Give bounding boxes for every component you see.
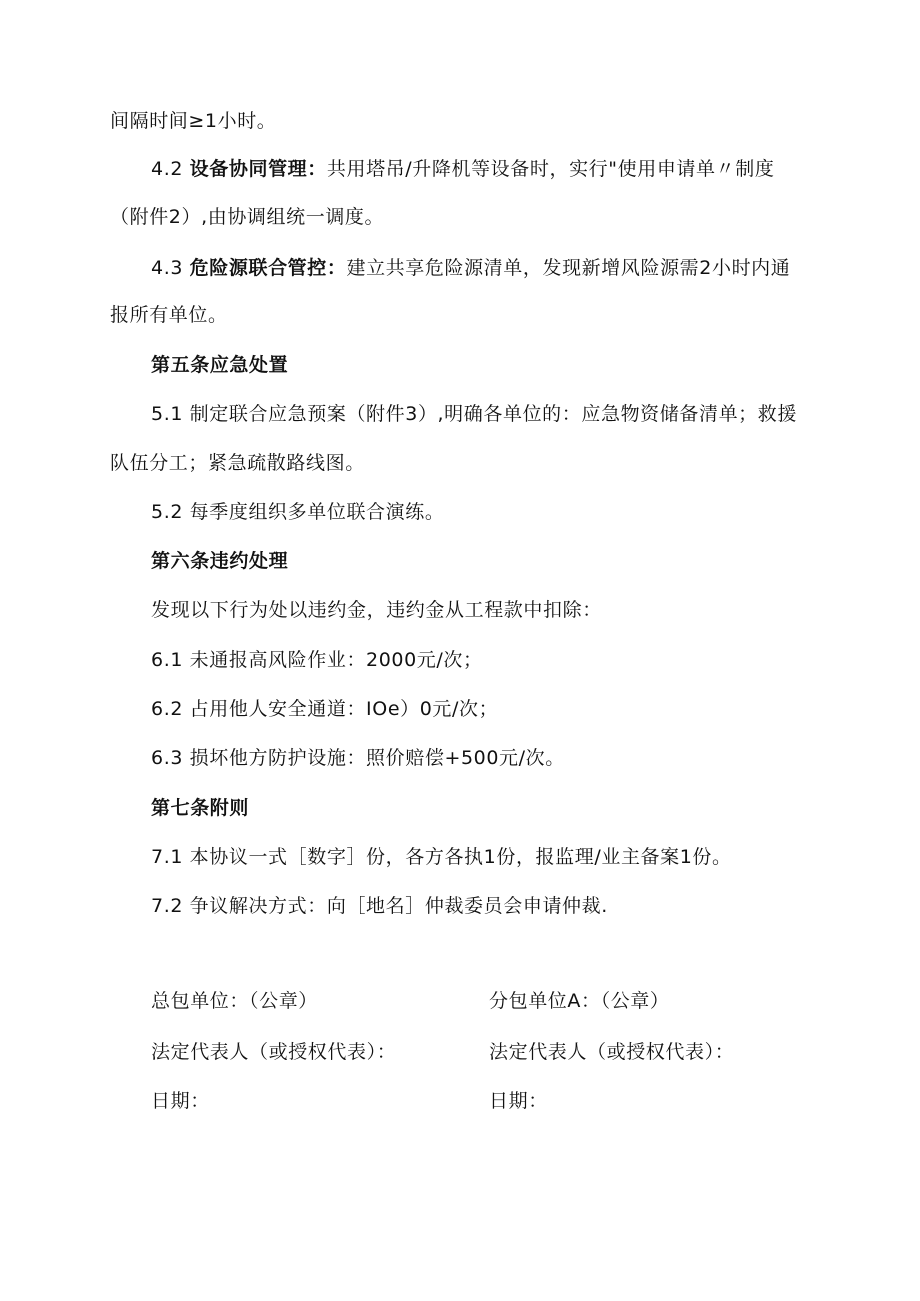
clause-title: 设备协同管理： bbox=[189, 158, 327, 180]
signature-right-rep: 法定代表人（或授权代表）： bbox=[489, 1041, 735, 1063]
clause-text: 建立共享危险源清单，发现新增风险源需2小时内通 bbox=[346, 257, 791, 279]
clause-7-1: 7.1 本协议一式［数字］份，各方各执1份，报监理/业主备案1份。 bbox=[151, 846, 732, 868]
clause-5-1-line-1: 5.1 制定联合应急预案（附件3）,明确各单位的：应急物资储备清单；救援 bbox=[151, 403, 797, 425]
clause-4-3-line-1 bbox=[151, 255, 790, 281]
clause-7-2: 7.2 争议解决方式：向［地名］仲裁委员会申请仲裁. bbox=[151, 895, 608, 917]
clause-6-3: 6.3 损坏他方防护设施：照价赔偿+500元/次。 bbox=[151, 747, 565, 769]
signature-left-rep: 法定代表人（或授权代表）： bbox=[151, 1041, 397, 1063]
clause-6-1: 6.1 未通报高风险作业：2000元/次； bbox=[151, 649, 483, 671]
clause-5-2: 5.2 每季度组织多单位联合演练。 bbox=[151, 501, 445, 523]
clause-4-1-continuation: 间隔时间≥1小时。 bbox=[110, 110, 277, 132]
clause-6-2: 6.2 占用他人安全通道：IOe）0元/次； bbox=[151, 698, 499, 720]
clause-4-2-line-1 bbox=[151, 156, 774, 182]
clause-text: 共用塔吊/升降机等设备时，实行"使用申请单〃制度 bbox=[326, 158, 775, 180]
clause-title: 危险源联合管控： bbox=[189, 257, 347, 279]
section-6-heading: 第六条违约处理 bbox=[151, 550, 289, 572]
signature-left-date: 日期： bbox=[151, 1090, 210, 1112]
signature-right-unit: 分包单位A：（公章） bbox=[489, 990, 670, 1012]
clause-4-2-line-2: （附件2）,由协调组统一调度。 bbox=[110, 206, 385, 228]
signature-right-date: 日期： bbox=[489, 1090, 548, 1112]
section-5-heading: 第五条应急处置 bbox=[151, 354, 289, 376]
clause-5-1-line-2: 队伍分工；紧急疏散路线图。 bbox=[110, 452, 365, 474]
clause-number: 4.2 bbox=[151, 158, 184, 180]
section-6-intro: 发现以下行为处以违约金，违约金从工程款中扣除： bbox=[151, 599, 602, 621]
section-7-heading: 第七条附则 bbox=[151, 797, 250, 819]
clause-number: 4.3 bbox=[151, 257, 184, 279]
clause-4-3-line-2: 报所有单位。 bbox=[110, 304, 228, 326]
signature-left-unit: 总包单位：（公章） bbox=[151, 990, 318, 1012]
